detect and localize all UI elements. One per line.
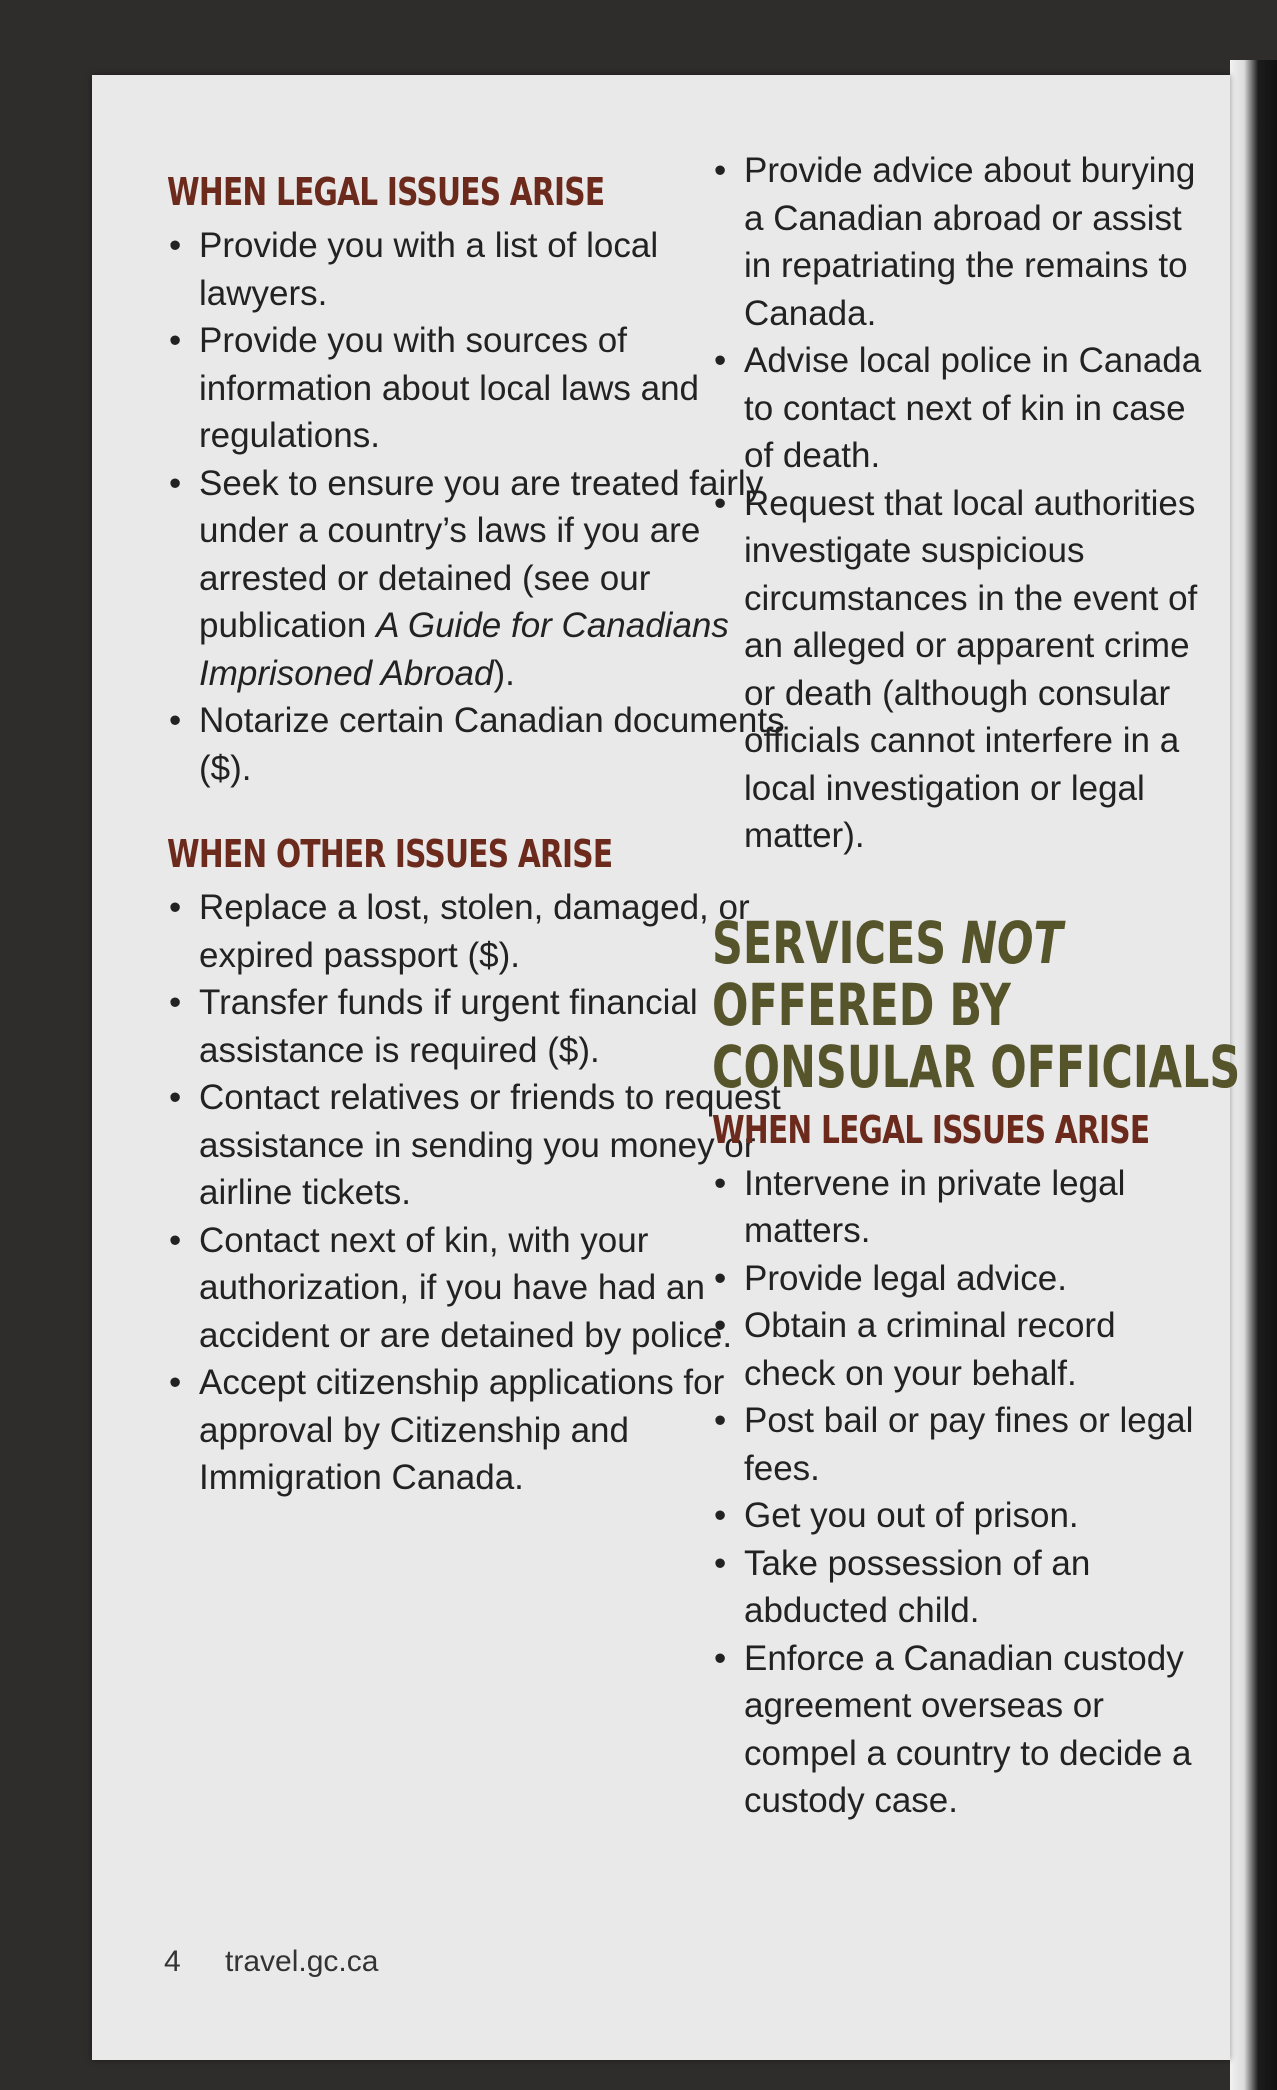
- list-item: • Post bail or pay fines or legal fees.: [712, 1397, 1212, 1492]
- list-item: • Get you out of prison.: [712, 1492, 1212, 1540]
- list-item-text: Seek to ensure you are treated fairly under a country’s laws if you are arrested or detained (see our publication: [199, 463, 764, 645]
- list-item-tail: ).: [493, 653, 515, 693]
- heading-part: SERVICES: [712, 908, 962, 977]
- booklet-page: [92, 75, 1241, 2060]
- right-column: [712, 147, 1241, 1865]
- heading-part: OFFERED BY: [712, 970, 1011, 1039]
- heading-emphasis: NOT: [961, 908, 1063, 977]
- other-issues-heading: WHEN OTHER ISSUES ARISE: [167, 832, 613, 876]
- list-item: • Replace a lost, stolen, damaged, or expired passport ($).: [167, 884, 787, 979]
- list-item: • Provide you with sources of information about local laws and regulations.: [167, 317, 787, 460]
- publication-title: A Guide for Canadians Imprisoned Abroad: [199, 606, 729, 693]
- list-item: • Accept citizenship applications for approval by Citizenship and Immigration Canada.: [167, 1359, 787, 1502]
- not-offered-list: [712, 1160, 1212, 1825]
- list-item: [167, 460, 787, 698]
- heading-part: CONSULAR OFFICIALS: [712, 1032, 1241, 1101]
- list-item: • Notarize certain Canadian documents ($).: [167, 697, 787, 792]
- legal-issues-list: [167, 222, 787, 792]
- list-item: • Contact relatives or friends to request assistance in sending you money or airline tickets.: [167, 1074, 787, 1217]
- footer-url: travel.gc.ca: [225, 1945, 379, 1978]
- page-footer: [164, 1945, 378, 1979]
- list-item: • Contact next of kin, with your authorization, if you have had an accident or are detained by police.: [167, 1217, 787, 1360]
- services-not-offered-heading: [712, 908, 1241, 1101]
- list-item: • Provide advice about burying a Canadian abroad or assist in repatriating the remains to Canada.: [712, 147, 1212, 337]
- page-number: 4: [164, 1945, 181, 1978]
- list-item: • Enforce a Canadian custody agreement overseas or compel a country to decide a custody case.: [712, 1635, 1212, 1825]
- list-item: • Transfer funds if urgent financial assistance is required ($).: [167, 979, 787, 1074]
- list-item: • Obtain a criminal record check on your behalf.: [712, 1302, 1212, 1397]
- list-item: • Intervene in private legal matters.: [712, 1160, 1212, 1255]
- other-issues-list: [167, 884, 787, 1502]
- list-item: • Take possession of an abducted child.: [712, 1540, 1212, 1635]
- continued-services-list: [712, 147, 1212, 860]
- not-offered-legal-heading: WHEN LEGAL ISSUES ARISE: [712, 1107, 1150, 1152]
- list-item: • Provide you with a list of local lawyers.: [167, 222, 787, 317]
- left-column: [167, 170, 787, 1542]
- list-item: • Advise local police in Canada to contact next of kin in case of death.: [712, 337, 1212, 480]
- legal-issues-heading: WHEN LEGAL ISSUES ARISE: [167, 170, 605, 214]
- list-item: • Provide legal advice.: [712, 1255, 1212, 1303]
- list-item: • Request that local authorities investigate suspicious circumstances in the event of an alleged or apparent crime or death (although consular officials cannot interfere in a local investigation or legal matter).: [712, 480, 1212, 860]
